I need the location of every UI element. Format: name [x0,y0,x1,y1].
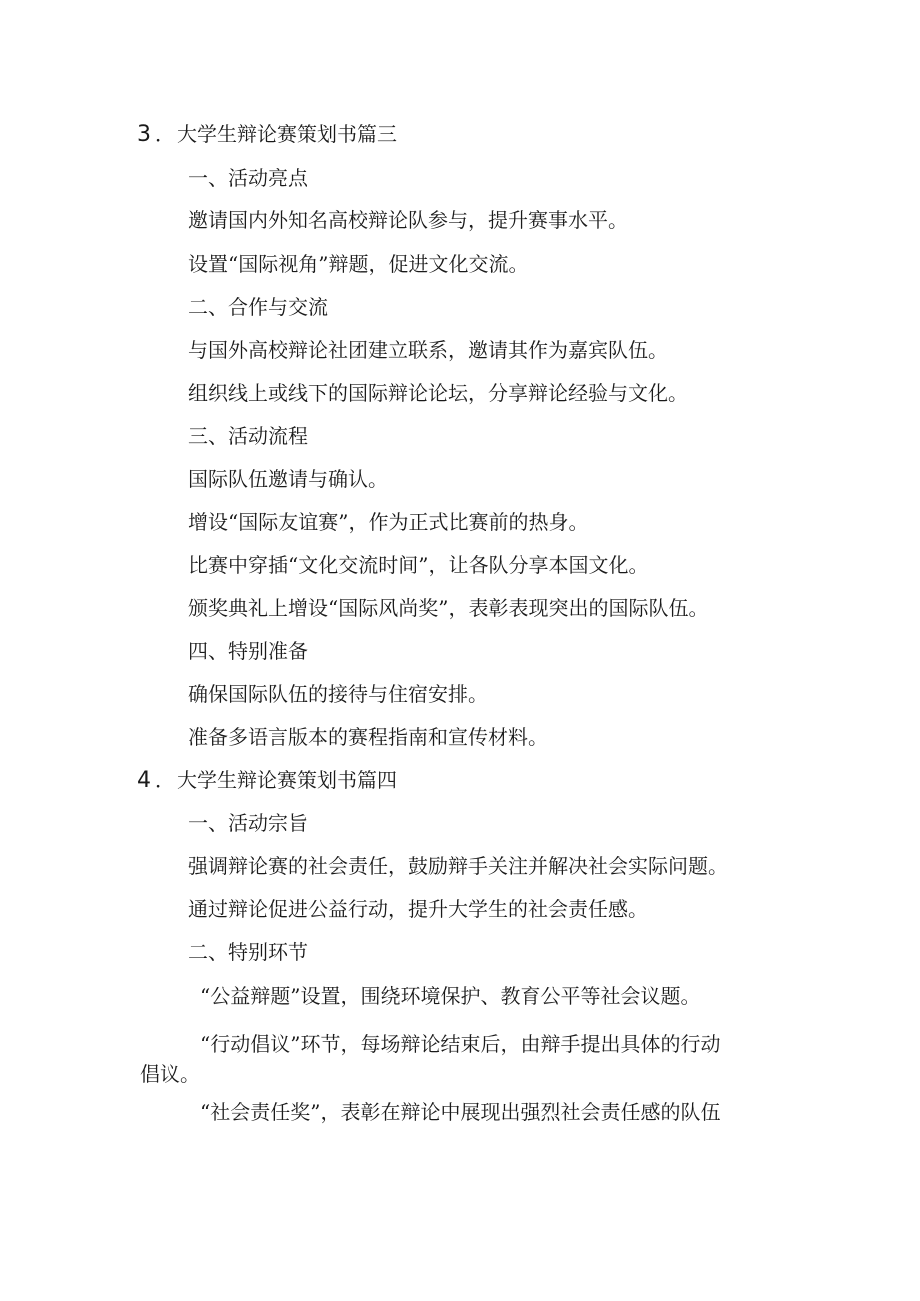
section-4-title: 大学生辩论赛策划书篇四 [177,768,397,792]
section-4-paragraph-4-line-1: “行动倡议”环节，每场辩论结束后，由辩手提出具体的行动 [200,1032,721,1056]
section-4-paragraph-2: 通过辩论促进公益行动，提升大学生的社会责任感。 [188,897,648,921]
section-3-subheading-1: 一、活动亮点 [188,166,308,190]
section-3-paragraph-5: 国际队伍邀请与确认。 [188,467,388,491]
section-3-paragraph-7: 比赛中穿插“文化交流时间”，让各队分享本国文化。 [188,553,649,577]
heading-dot: ． [155,122,175,146]
section-3-paragraph-8: 颁奖典礼上增设“国际风尚奖”，表彰表现突出的国际队伍。 [188,596,709,620]
section-3-paragraph-6: 增设“国际友谊赛”，作为正式比赛前的热身。 [188,510,589,534]
section-3-subheading-2: 二、合作与交流 [188,295,328,319]
section-4-subheading-2: 二、特别环节 [188,940,308,964]
section-4-paragraph-4-line-2: 倡议。 [140,1062,200,1086]
heading-dot: ． [155,768,175,792]
section-4-number: 4 [137,768,151,793]
section-3-paragraph-2: 设置“国际视角”辩题，促进文化交流。 [188,252,529,276]
section-4-heading [137,766,397,795]
section-3-paragraph-9: 确保国际队伍的接待与住宿安排。 [188,682,488,706]
section-3-paragraph-3: 与国外高校辩论社团建立联系，邀请其作为嘉宾队伍。 [188,338,668,362]
section-3-number: 3 [137,122,151,147]
section-3-paragraph-1: 邀请国内外知名高校辩论队参与，提升赛事水平。 [188,208,628,232]
section-3-subheading-4: 四、特别准备 [188,639,308,663]
section-4-paragraph-5: “社会责任奖”，表彰在辩论中展现出强烈社会责任感的队伍 [200,1100,721,1124]
section-4-subheading-1: 一、活动宗旨 [188,811,308,835]
section-4-paragraph-1: 强调辩论赛的社会责任，鼓励辩手关注并解决社会实际问题。 [188,854,728,878]
section-3-subheading-3: 三、活动流程 [188,424,308,448]
section-3-title: 大学生辩论赛策划书篇三 [177,122,397,146]
section-4-paragraph-3: “公益辩题”设置，围绕环境保护、教育公平等社会议题。 [200,984,701,1008]
section-3-paragraph-10: 准备多语言版本的赛程指南和宣传材料。 [188,725,548,749]
section-3-paragraph-4: 组织线上或线下的国际辩论论坛，分享辩论经验与文化。 [188,381,688,405]
section-3-heading [137,120,397,149]
